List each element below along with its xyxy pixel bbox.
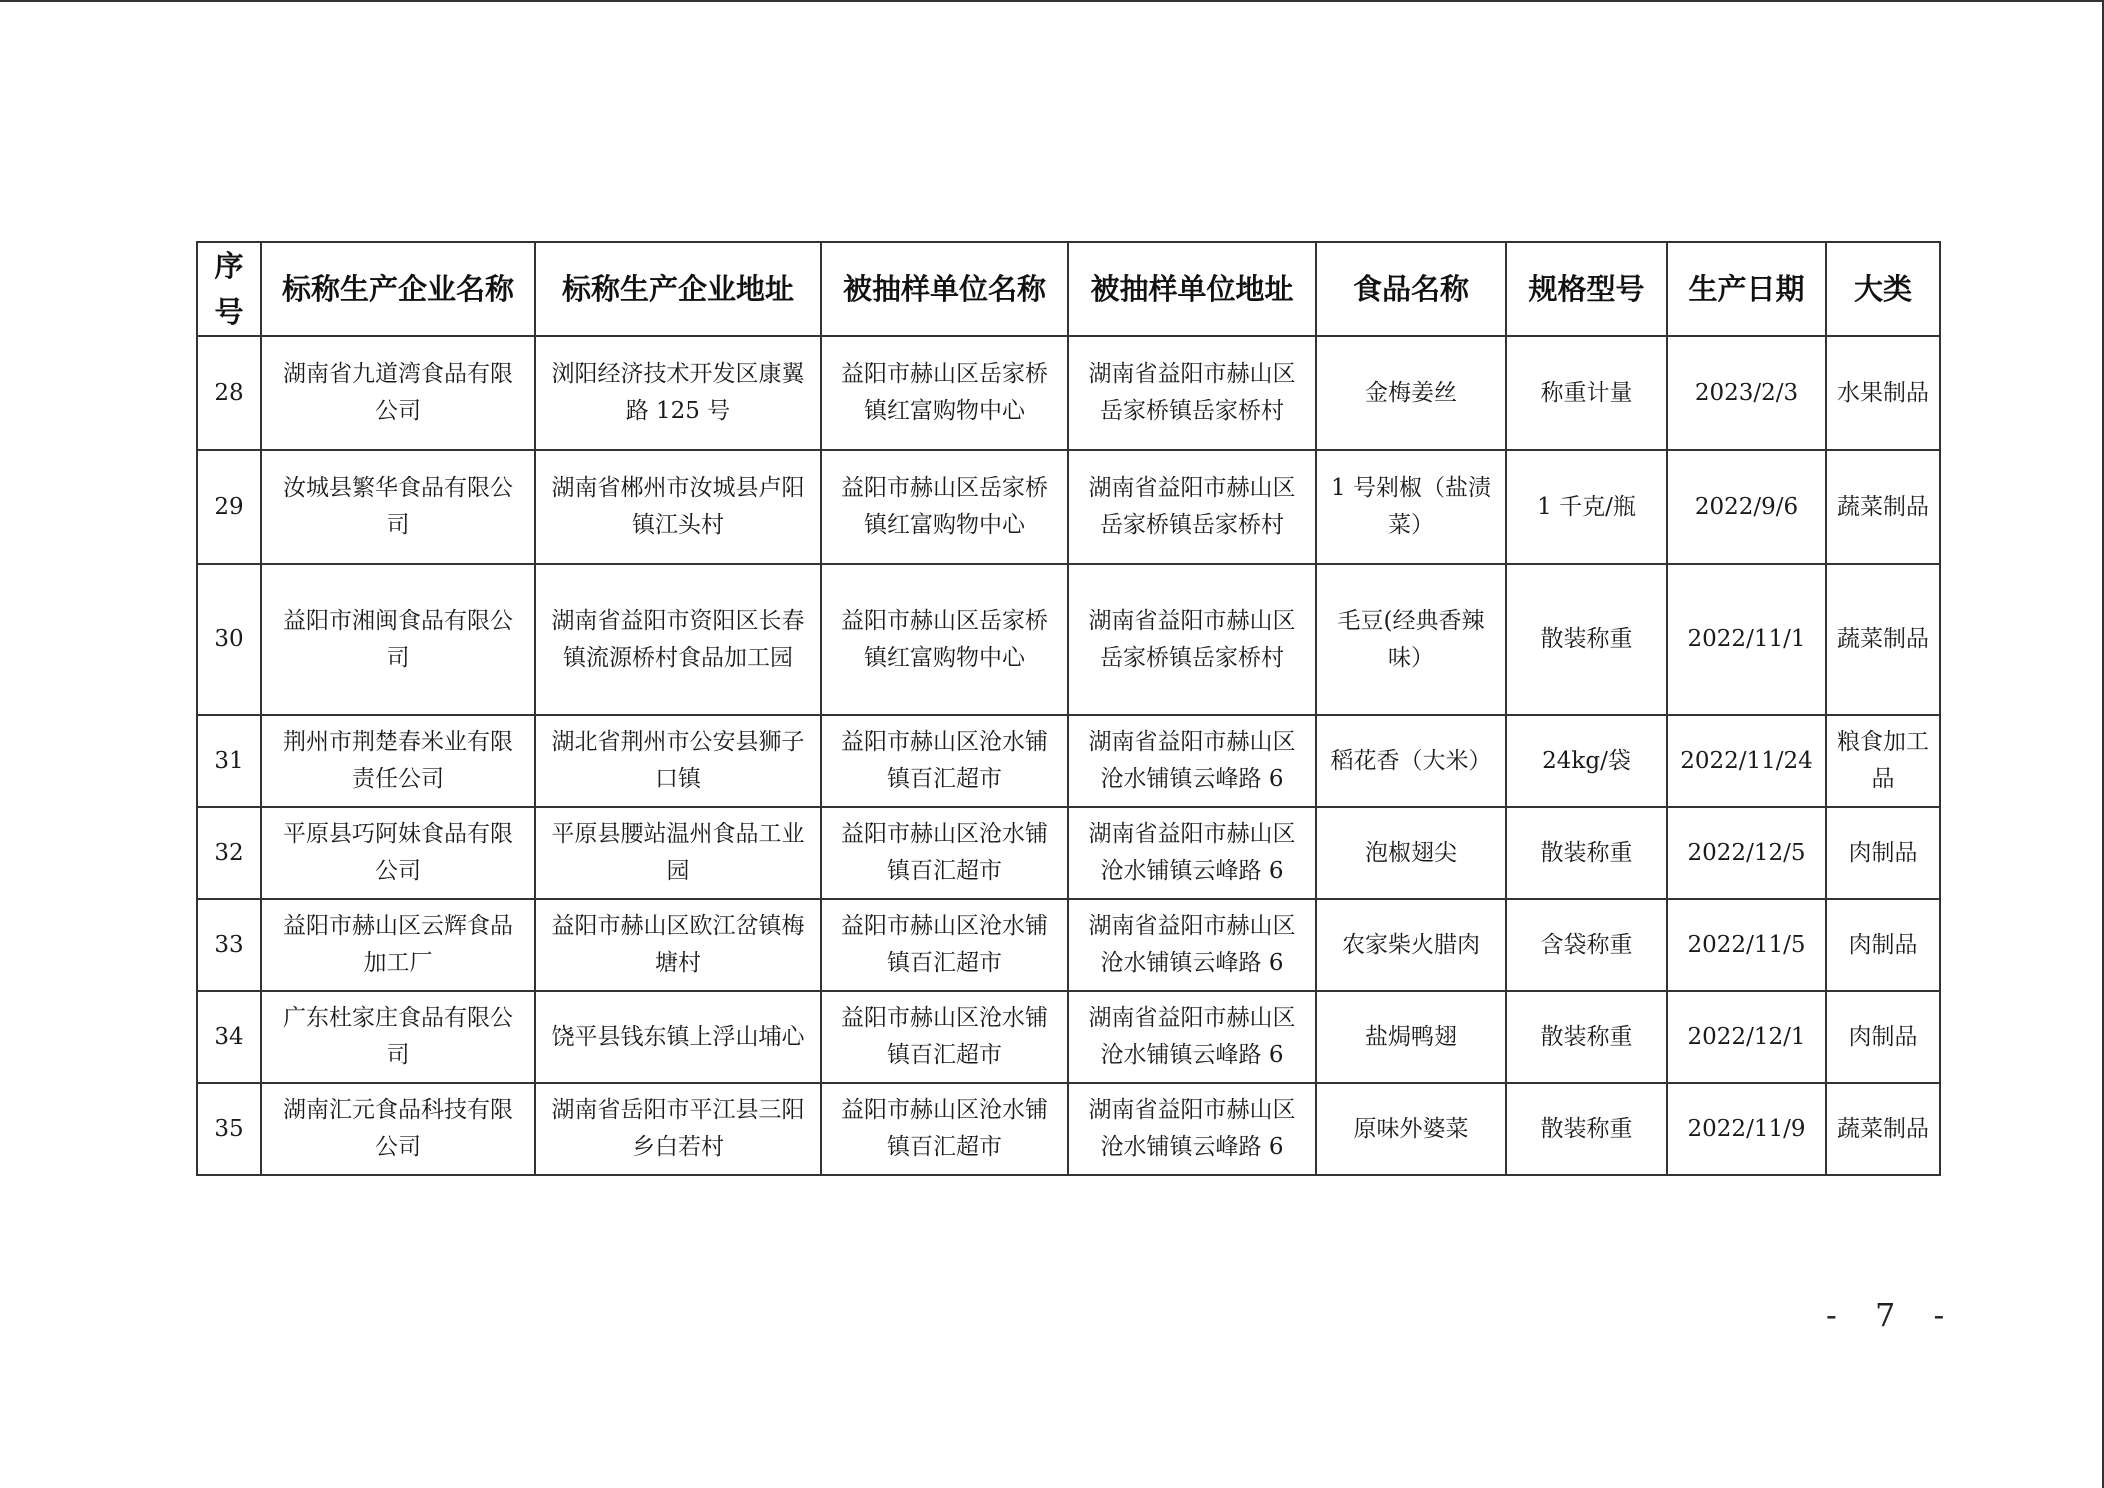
cell-sampled-unit-address: 湖南省益阳市赫山区岳家桥镇岳家桥村 bbox=[1068, 450, 1316, 564]
top-border bbox=[0, 0, 2104, 2]
cell-production-date: 2022/12/1 bbox=[1667, 991, 1826, 1083]
sampling-results-table bbox=[196, 241, 1941, 1176]
cell-food-name: 原味外婆菜 bbox=[1316, 1083, 1506, 1175]
cell-production-date: 2022/9/6 bbox=[1667, 450, 1826, 564]
page-number: - 7 - bbox=[1826, 1296, 1959, 1334]
cell-specification: 散装称重 bbox=[1506, 564, 1667, 715]
cell-food-name: 盐焗鸭翅 bbox=[1316, 991, 1506, 1083]
cell-food-name: 1 号剁椒（盐渍菜） bbox=[1316, 450, 1506, 564]
header-sampled-unit-name: 被抽样单位名称 bbox=[821, 242, 1068, 336]
table-header-row bbox=[197, 242, 1940, 336]
cell-category: 蔬菜制品 bbox=[1826, 1083, 1940, 1175]
cell-index: 32 bbox=[197, 807, 261, 899]
cell-sampled-unit-address: 湖南省益阳市赫山区沧水铺镇云峰路 6 bbox=[1068, 807, 1316, 899]
cell-category: 肉制品 bbox=[1826, 807, 1940, 899]
cell-production-date: 2022/11/24 bbox=[1667, 715, 1826, 807]
table-row bbox=[197, 715, 1940, 807]
table-row bbox=[197, 1083, 1940, 1175]
cell-sampled-unit-name: 益阳市赫山区沧水铺镇百汇超市 bbox=[821, 1083, 1068, 1175]
cell-index: 34 bbox=[197, 991, 261, 1083]
cell-sampled-unit-name: 益阳市赫山区岳家桥镇红富购物中心 bbox=[821, 336, 1068, 450]
cell-production-date: 2022/11/9 bbox=[1667, 1083, 1826, 1175]
cell-producer-name: 广东杜家庄食品有限公司 bbox=[261, 991, 535, 1083]
cell-category: 粮食加工品 bbox=[1826, 715, 1940, 807]
cell-sampled-unit-address: 湖南省益阳市赫山区沧水铺镇云峰路 6 bbox=[1068, 899, 1316, 991]
cell-sampled-unit-address: 湖南省益阳市赫山区岳家桥镇岳家桥村 bbox=[1068, 336, 1316, 450]
cell-specification: 散装称重 bbox=[1506, 991, 1667, 1083]
cell-sampled-unit-name: 益阳市赫山区沧水铺镇百汇超市 bbox=[821, 715, 1068, 807]
cell-producer-address: 湖南省郴州市汝城县卢阳镇江头村 bbox=[535, 450, 821, 564]
cell-production-date: 2022/11/1 bbox=[1667, 564, 1826, 715]
cell-index: 29 bbox=[197, 450, 261, 564]
cell-producer-name: 益阳市赫山区云辉食品加工厂 bbox=[261, 899, 535, 991]
cell-sampled-unit-name: 益阳市赫山区沧水铺镇百汇超市 bbox=[821, 807, 1068, 899]
cell-category: 肉制品 bbox=[1826, 899, 1940, 991]
cell-sampled-unit-name: 益阳市赫山区岳家桥镇红富购物中心 bbox=[821, 450, 1068, 564]
header-sampled-unit-address: 被抽样单位地址 bbox=[1068, 242, 1316, 336]
cell-sampled-unit-address: 湖南省益阳市赫山区沧水铺镇云峰路 6 bbox=[1068, 991, 1316, 1083]
cell-food-name: 泡椒翅尖 bbox=[1316, 807, 1506, 899]
cell-category: 蔬菜制品 bbox=[1826, 450, 1940, 564]
table-row bbox=[197, 899, 1940, 991]
cell-producer-address: 湖南省岳阳市平江县三阳乡白若村 bbox=[535, 1083, 821, 1175]
cell-production-date: 2022/11/5 bbox=[1667, 899, 1826, 991]
cell-producer-name: 汝城县繁华食品有限公司 bbox=[261, 450, 535, 564]
cell-sampled-unit-address: 湖南省益阳市赫山区沧水铺镇云峰路 6 bbox=[1068, 715, 1316, 807]
cell-production-date: 2023/2/3 bbox=[1667, 336, 1826, 450]
cell-producer-address: 益阳市赫山区欧江岔镇梅塘村 bbox=[535, 899, 821, 991]
cell-specification: 1 千克/瓶 bbox=[1506, 450, 1667, 564]
cell-production-date: 2022/12/5 bbox=[1667, 807, 1826, 899]
cell-specification: 24kg/袋 bbox=[1506, 715, 1667, 807]
cell-category: 蔬菜制品 bbox=[1826, 564, 1940, 715]
cell-index: 30 bbox=[197, 564, 261, 715]
header-category: 大类 bbox=[1826, 242, 1940, 336]
cell-sampled-unit-name: 益阳市赫山区岳家桥镇红富购物中心 bbox=[821, 564, 1068, 715]
cell-index: 31 bbox=[197, 715, 261, 807]
cell-sampled-unit-name: 益阳市赫山区沧水铺镇百汇超市 bbox=[821, 899, 1068, 991]
header-specification: 规格型号 bbox=[1506, 242, 1667, 336]
table-row bbox=[197, 336, 1940, 450]
cell-specification: 含袋称重 bbox=[1506, 899, 1667, 991]
cell-sampled-unit-name: 益阳市赫山区沧水铺镇百汇超市 bbox=[821, 991, 1068, 1083]
cell-producer-name: 益阳市湘闽食品有限公司 bbox=[261, 564, 535, 715]
cell-index: 28 bbox=[197, 336, 261, 450]
cell-sampled-unit-address: 湖南省益阳市赫山区沧水铺镇云峰路 6 bbox=[1068, 1083, 1316, 1175]
cell-producer-name: 荆州市荆楚春米业有限责任公司 bbox=[261, 715, 535, 807]
header-food-name: 食品名称 bbox=[1316, 242, 1506, 336]
table-row bbox=[197, 991, 1940, 1083]
cell-producer-address: 湖北省荆州市公安县狮子口镇 bbox=[535, 715, 821, 807]
cell-producer-name: 湖南省九道湾食品有限公司 bbox=[261, 336, 535, 450]
cell-index: 33 bbox=[197, 899, 261, 991]
cell-producer-name: 湖南汇元食品科技有限公司 bbox=[261, 1083, 535, 1175]
cell-food-name: 稻花香（大米） bbox=[1316, 715, 1506, 807]
cell-producer-address: 平原县腰站温州食品工业园 bbox=[535, 807, 821, 899]
cell-food-name: 金梅姜丝 bbox=[1316, 336, 1506, 450]
table-row bbox=[197, 450, 1940, 564]
table-row bbox=[197, 564, 1940, 715]
cell-index: 35 bbox=[197, 1083, 261, 1175]
cell-food-name: 农家柴火腊肉 bbox=[1316, 899, 1506, 991]
cell-specification: 散装称重 bbox=[1506, 807, 1667, 899]
cell-specification: 称重计量 bbox=[1506, 336, 1667, 450]
cell-producer-address: 浏阳经济技术开发区康翼路 125 号 bbox=[535, 336, 821, 450]
cell-specification: 散装称重 bbox=[1506, 1083, 1667, 1175]
cell-sampled-unit-address: 湖南省益阳市赫山区岳家桥镇岳家桥村 bbox=[1068, 564, 1316, 715]
table-row bbox=[197, 807, 1940, 899]
cell-producer-address: 湖南省益阳市资阳区长春镇流源桥村食品加工园 bbox=[535, 564, 821, 715]
header-index: 序号 bbox=[197, 242, 261, 336]
cell-producer-name: 平原县巧阿妹食品有限公司 bbox=[261, 807, 535, 899]
cell-producer-address: 饶平县钱东镇上浮山埔心 bbox=[535, 991, 821, 1083]
cell-category: 肉制品 bbox=[1826, 991, 1940, 1083]
cell-food-name: 毛豆(经典香辣味） bbox=[1316, 564, 1506, 715]
cell-category: 水果制品 bbox=[1826, 336, 1940, 450]
header-production-date: 生产日期 bbox=[1667, 242, 1826, 336]
header-producer-name: 标称生产企业名称 bbox=[261, 242, 535, 336]
header-producer-address: 标称生产企业地址 bbox=[535, 242, 821, 336]
